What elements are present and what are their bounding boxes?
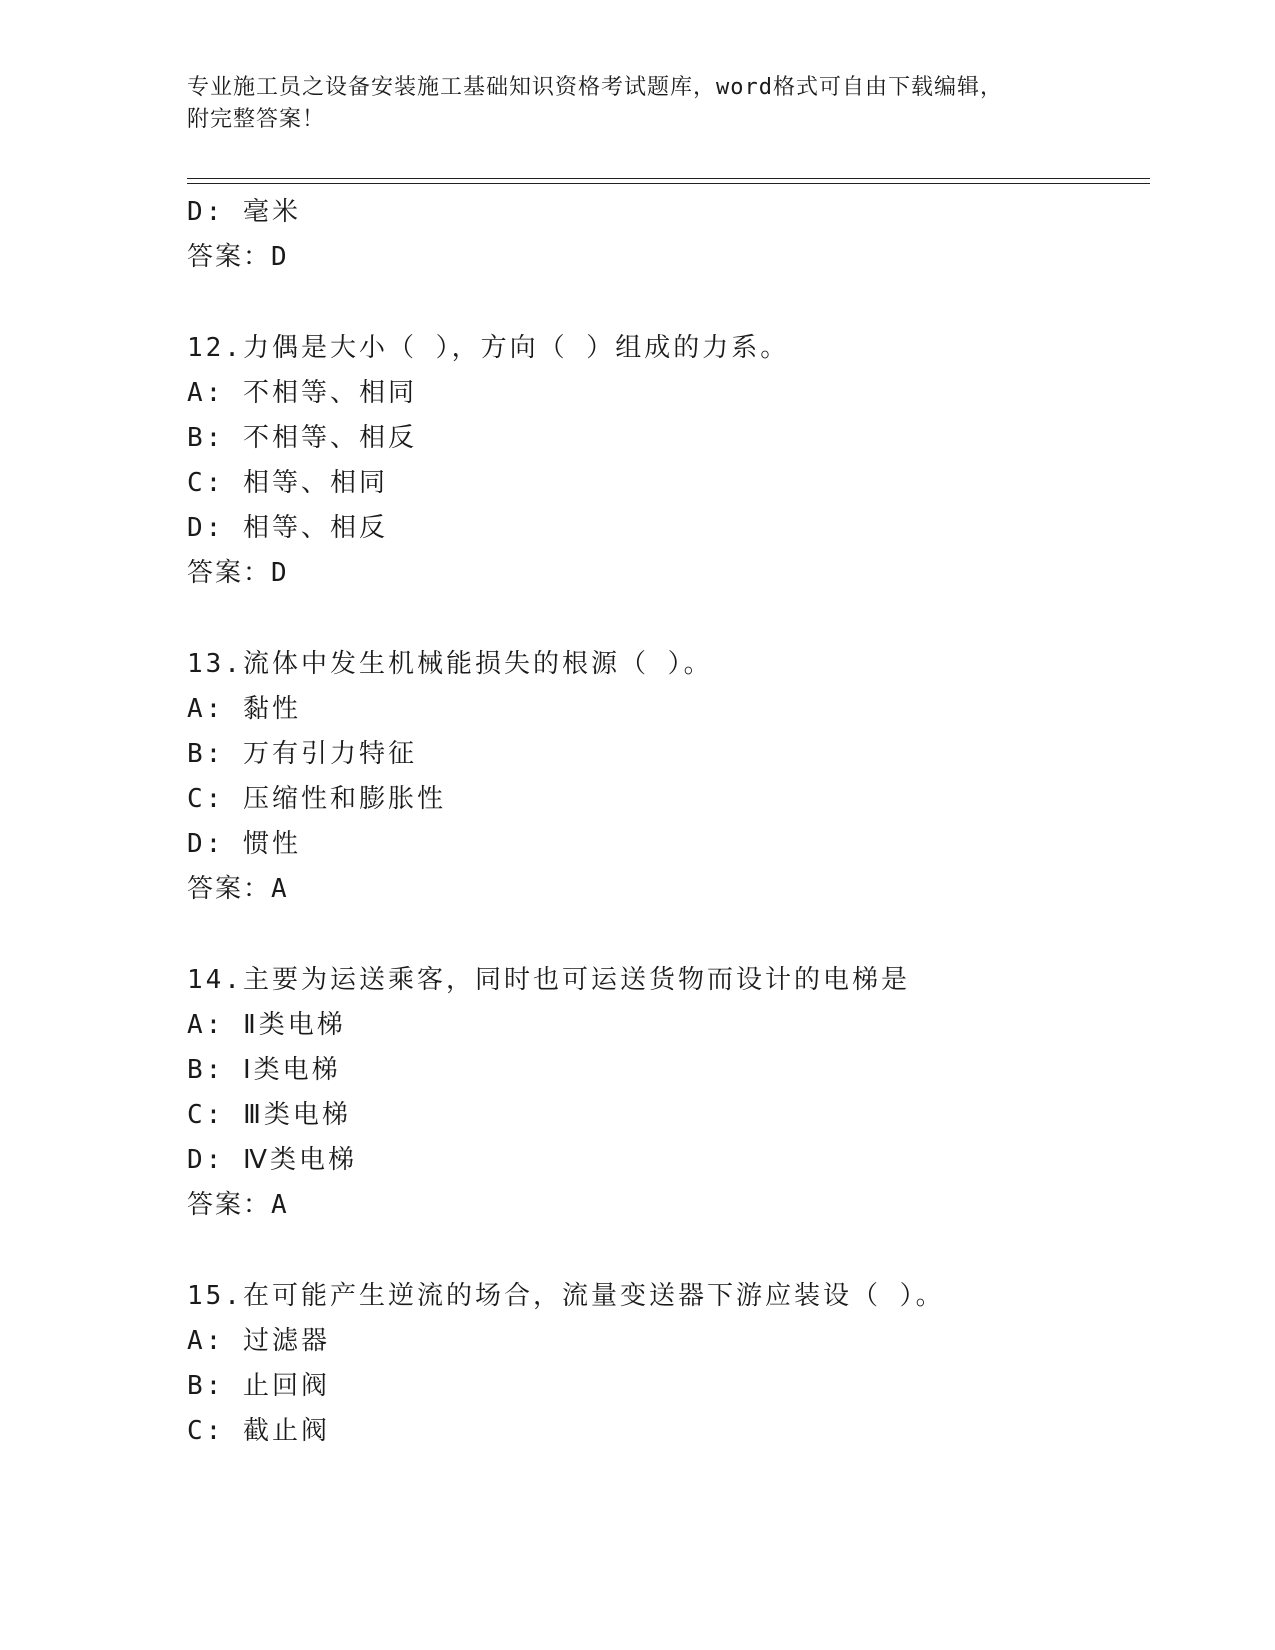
option-d: D: 相等、相反 xyxy=(187,513,388,543)
option-b: B: Ⅰ类电梯 xyxy=(187,1055,341,1085)
option-c: C: 相等、相同 xyxy=(187,468,388,498)
question-15 xyxy=(187,1274,1150,1454)
question-11-continued xyxy=(187,190,1150,280)
question-stem: 14.主要为运送乘客，同时也可运送货物而设计的电梯是 xyxy=(187,965,910,995)
question-12 xyxy=(187,326,1150,596)
option-c: C: Ⅲ类电梯 xyxy=(187,1100,351,1130)
answer-line xyxy=(187,1183,1150,1228)
answer-value: A xyxy=(271,874,289,904)
answer-value: D xyxy=(271,242,289,272)
header-divider-top xyxy=(187,178,1150,179)
option-a: A: 过滤器 xyxy=(187,1326,330,1356)
answer-label: 答案： xyxy=(187,242,272,272)
option-a: A: 黏性 xyxy=(187,694,301,724)
header-line-1: 专业施工员之设备安装施工基础知识资格考试题库，word格式可自由下载编辑， xyxy=(187,75,1003,100)
answer-value: A xyxy=(271,1190,289,1220)
answer-line xyxy=(187,867,1150,912)
option-b: B: 万有引力特征 xyxy=(187,739,417,769)
question-14 xyxy=(187,958,1150,1228)
option-b: B: 止回阀 xyxy=(187,1371,330,1401)
option-d: D: 惯性 xyxy=(187,829,301,859)
option-c: C: 压缩性和膨胀性 xyxy=(187,784,446,814)
answer-line xyxy=(187,551,1150,596)
document-header xyxy=(187,72,1087,136)
question-13 xyxy=(187,642,1150,912)
option-d: D: Ⅳ类电梯 xyxy=(187,1145,357,1175)
question-stem: 12.力偶是大小（ ），方向（ ）组成的力系。 xyxy=(187,333,790,363)
option-a: A: 不相等、相同 xyxy=(187,378,417,408)
question-stem: 15.在可能产生逆流的场合，流量变送器下游应装设（ ）。 xyxy=(187,1281,945,1311)
question-stem: 13.流体中发生机械能损失的根源（ ）。 xyxy=(187,649,713,679)
answer-value: D xyxy=(271,558,289,588)
option-d: D: 毫米 xyxy=(187,197,301,227)
header-line-2: 附完整答案！ xyxy=(187,107,326,132)
answer-label: 答案： xyxy=(187,1190,272,1220)
option-a: A: Ⅱ类电梯 xyxy=(187,1010,346,1040)
answer-label: 答案： xyxy=(187,558,272,588)
answer-line xyxy=(187,235,1150,280)
option-c: C: 截止阀 xyxy=(187,1416,330,1446)
question-list xyxy=(187,190,1150,1454)
option-b: B: 不相等、相反 xyxy=(187,423,417,453)
header-divider-bottom xyxy=(187,183,1150,184)
answer-label: 答案： xyxy=(187,874,272,904)
